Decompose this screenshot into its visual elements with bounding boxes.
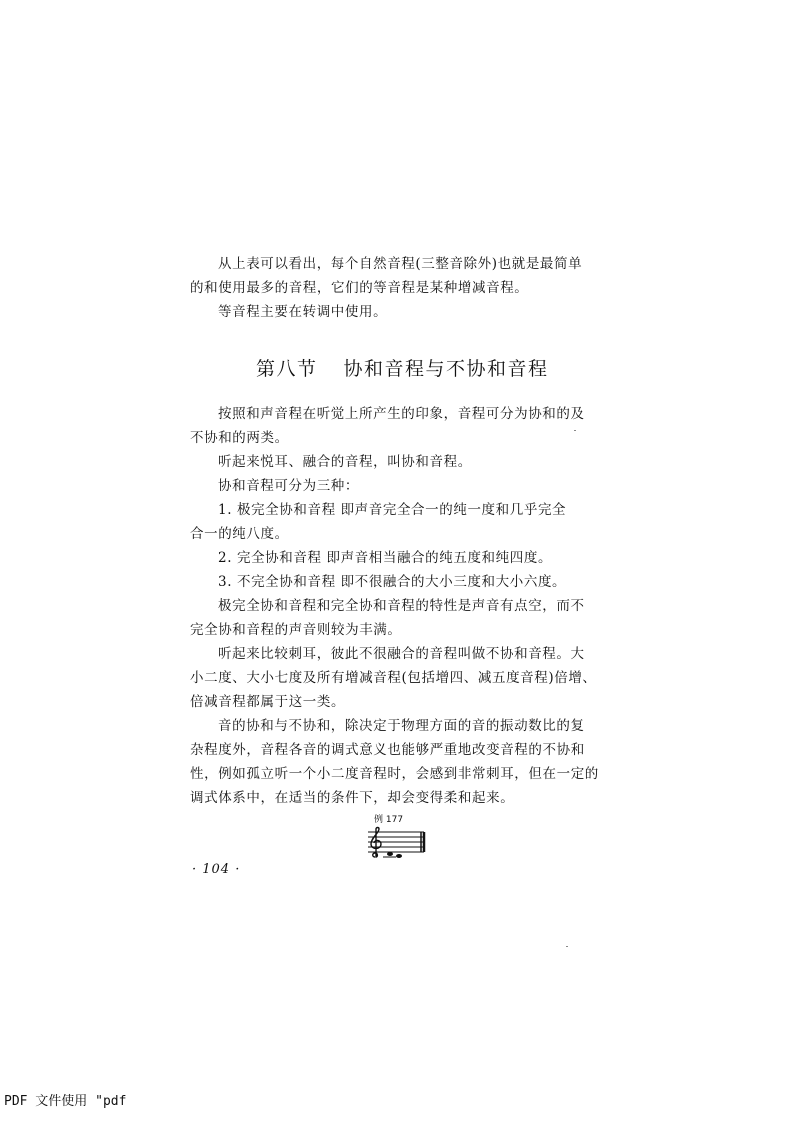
paragraph-line: 调式体系中，在适当的条件下，却会变得柔和起来。 — [190, 790, 515, 806]
page-number: · 104 · — [192, 862, 241, 877]
paragraph-line: 杂程度外，音程各音的调式意义也能够严重地改变音程的不协和 — [190, 742, 585, 758]
list-item: 2. 完全协和音程 即声音相当融合的纯五度和纯四度。 — [218, 550, 553, 566]
paragraph-line: 协和音程可分为三种： — [218, 478, 359, 494]
scan-speck — [566, 946, 568, 947]
paragraph-line: 等音程主要在转调中使用。 — [218, 304, 388, 320]
note-head — [396, 854, 402, 858]
list-item: 1. 极完全协和音程 即声音完全合一的纯一度和几乎完全 — [218, 502, 567, 518]
paragraph-line: 完全协和音程的声音则较为丰满。 — [190, 622, 402, 638]
paragraph-line: 不协和的两类。 — [190, 430, 289, 446]
example-label: 例 177 — [374, 815, 404, 825]
paragraph-line: 合一的纯八度。 — [190, 526, 289, 542]
paragraph-line: 音的协和与不协和，除决定于物理方面的音的振动数比的复 — [218, 718, 585, 734]
footer-text: PDF 文件使用 "pdf — [4, 1094, 127, 1109]
paragraph-line: 极完全协和音程和完全协和音程的特性是声音有点空，而不 — [218, 598, 585, 614]
music-example-staff — [366, 826, 428, 860]
list-item: 3. 不完全协和音程 即不很融合的大小三度和大小六度。 — [218, 574, 567, 590]
paragraph-line: 从上表可以看出，每个自然音程(三整音除外)也就是最简单 — [218, 256, 583, 272]
section-title: 协和音程与不协和音程 — [343, 358, 549, 380]
section-number: 第八节 — [256, 358, 318, 380]
paragraph-line: 听起来比较刺耳，彼此不很融合的音程叫做不协和音程。大 — [218, 646, 585, 662]
paragraph-line: 的和使用最多的音程，它们的等音程是某种增减音程。 — [190, 280, 529, 296]
paragraph-line: 按照和声音程在听觉上所产生的印象，音程可分为协和的及 — [218, 406, 585, 422]
note-head — [387, 852, 393, 856]
scan-speck — [574, 430, 576, 431]
paragraph-line: 听起来悦耳、融合的音程，叫协和音程。 — [218, 454, 472, 470]
paragraph-line: 倍减音程都属于这一类。 — [190, 694, 346, 710]
section-heading — [256, 354, 549, 381]
paragraph-line: 小二度、大小七度及所有增减音程(包括增四、减五度音程)倍增、 — [190, 670, 597, 686]
paragraph-line: 性，例如孤立听一个小二度音程时，会感到非常刺耳，但在一定的 — [190, 766, 599, 782]
